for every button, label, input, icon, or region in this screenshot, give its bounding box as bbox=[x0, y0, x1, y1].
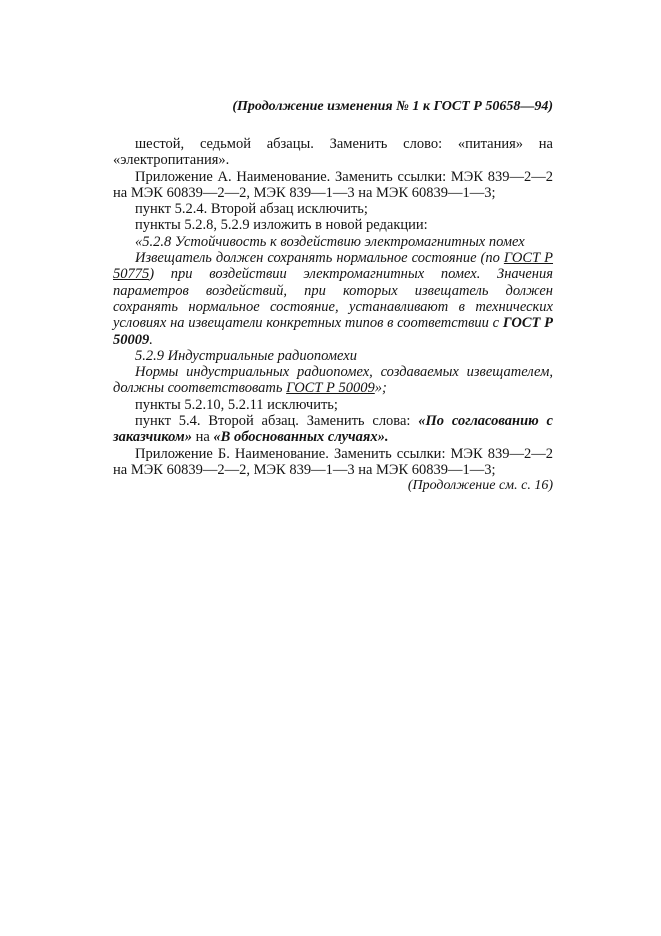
paragraph bbox=[113, 446, 553, 479]
text-segment: Приложение А. Наименование. Заменить ссылки: МЭК 839—2—2 на МЭК 60839—2—2, МЭК 839—1—3 на МЭК 60839—1—3; bbox=[113, 168, 553, 201]
paragraph bbox=[113, 201, 553, 217]
text-segment: ГОСТ Р 50775 bbox=[113, 250, 554, 283]
text-segment: Нормы индустриальных радиопомех, создаваемых извещателем, должны соответствовать bbox=[113, 364, 553, 397]
text-segment: »; bbox=[374, 380, 387, 397]
continuation-note: (Продолжение см. с. 16) bbox=[407, 478, 553, 494]
text-segment: пункты 5.2.8, 5.2.9 изложить в новой редакции: bbox=[135, 217, 428, 234]
paragraph bbox=[113, 364, 553, 397]
paragraph bbox=[113, 234, 553, 250]
text-segment: ГОСТ Р 50009 bbox=[286, 380, 375, 397]
document-header: (Продолжение изменения № 1 к ГОСТ Р 50658—94) bbox=[232, 99, 553, 114]
text-segment: пункты 5.2.10, 5.2.11 исключить; bbox=[135, 396, 338, 413]
text-segment: ГОСТ Р 50009 bbox=[113, 315, 553, 348]
document-content bbox=[113, 99, 553, 495]
text-segment: 5.2.9 Индустриальные радиопомехи bbox=[135, 347, 357, 364]
paragraph bbox=[113, 348, 553, 364]
text-segment: Извещатель должен сохранять нормальное состояние (по bbox=[135, 250, 504, 267]
text-segment: пункт 5.2.4. Второй абзац исключить; bbox=[135, 201, 368, 218]
paragraph bbox=[113, 413, 553, 446]
text-segment: шестой, седьмой абзацы. Заменить слово: «питания» на «электропитания». bbox=[113, 136, 553, 169]
text-segment: Приложение Б. Наименование. Заменить ссылки: МЭК 839—2—2 на МЭК 60839—2—2, МЭК 839—1—3 на МЭК 60839—1—3; bbox=[113, 445, 553, 478]
text-segment: на bbox=[191, 429, 214, 446]
document-body bbox=[113, 136, 553, 478]
text-segment: пункт 5.4. Второй абзац. Заменить слова: bbox=[135, 413, 419, 430]
text-segment: «5.2.8 Устойчивость к воздействию электромагнитных помех bbox=[135, 233, 525, 250]
paragraph bbox=[113, 397, 553, 413]
text-segment: . bbox=[149, 331, 153, 348]
paragraph bbox=[113, 250, 553, 348]
text-segment: ) при воздействии электромагнитных помех. Значения параметров воздействий, при которых извещатель должен сохранять нормальное состояние, устанавливают в технических условиях на извещатели конкретных типов в соответствии с bbox=[113, 266, 553, 332]
paragraph bbox=[113, 217, 553, 233]
text-segment: «В обоснованных случаях». bbox=[213, 429, 389, 446]
paragraph bbox=[113, 136, 553, 169]
text-segment: «По согласованию с заказчиком» bbox=[113, 413, 553, 446]
paragraph bbox=[113, 169, 553, 202]
